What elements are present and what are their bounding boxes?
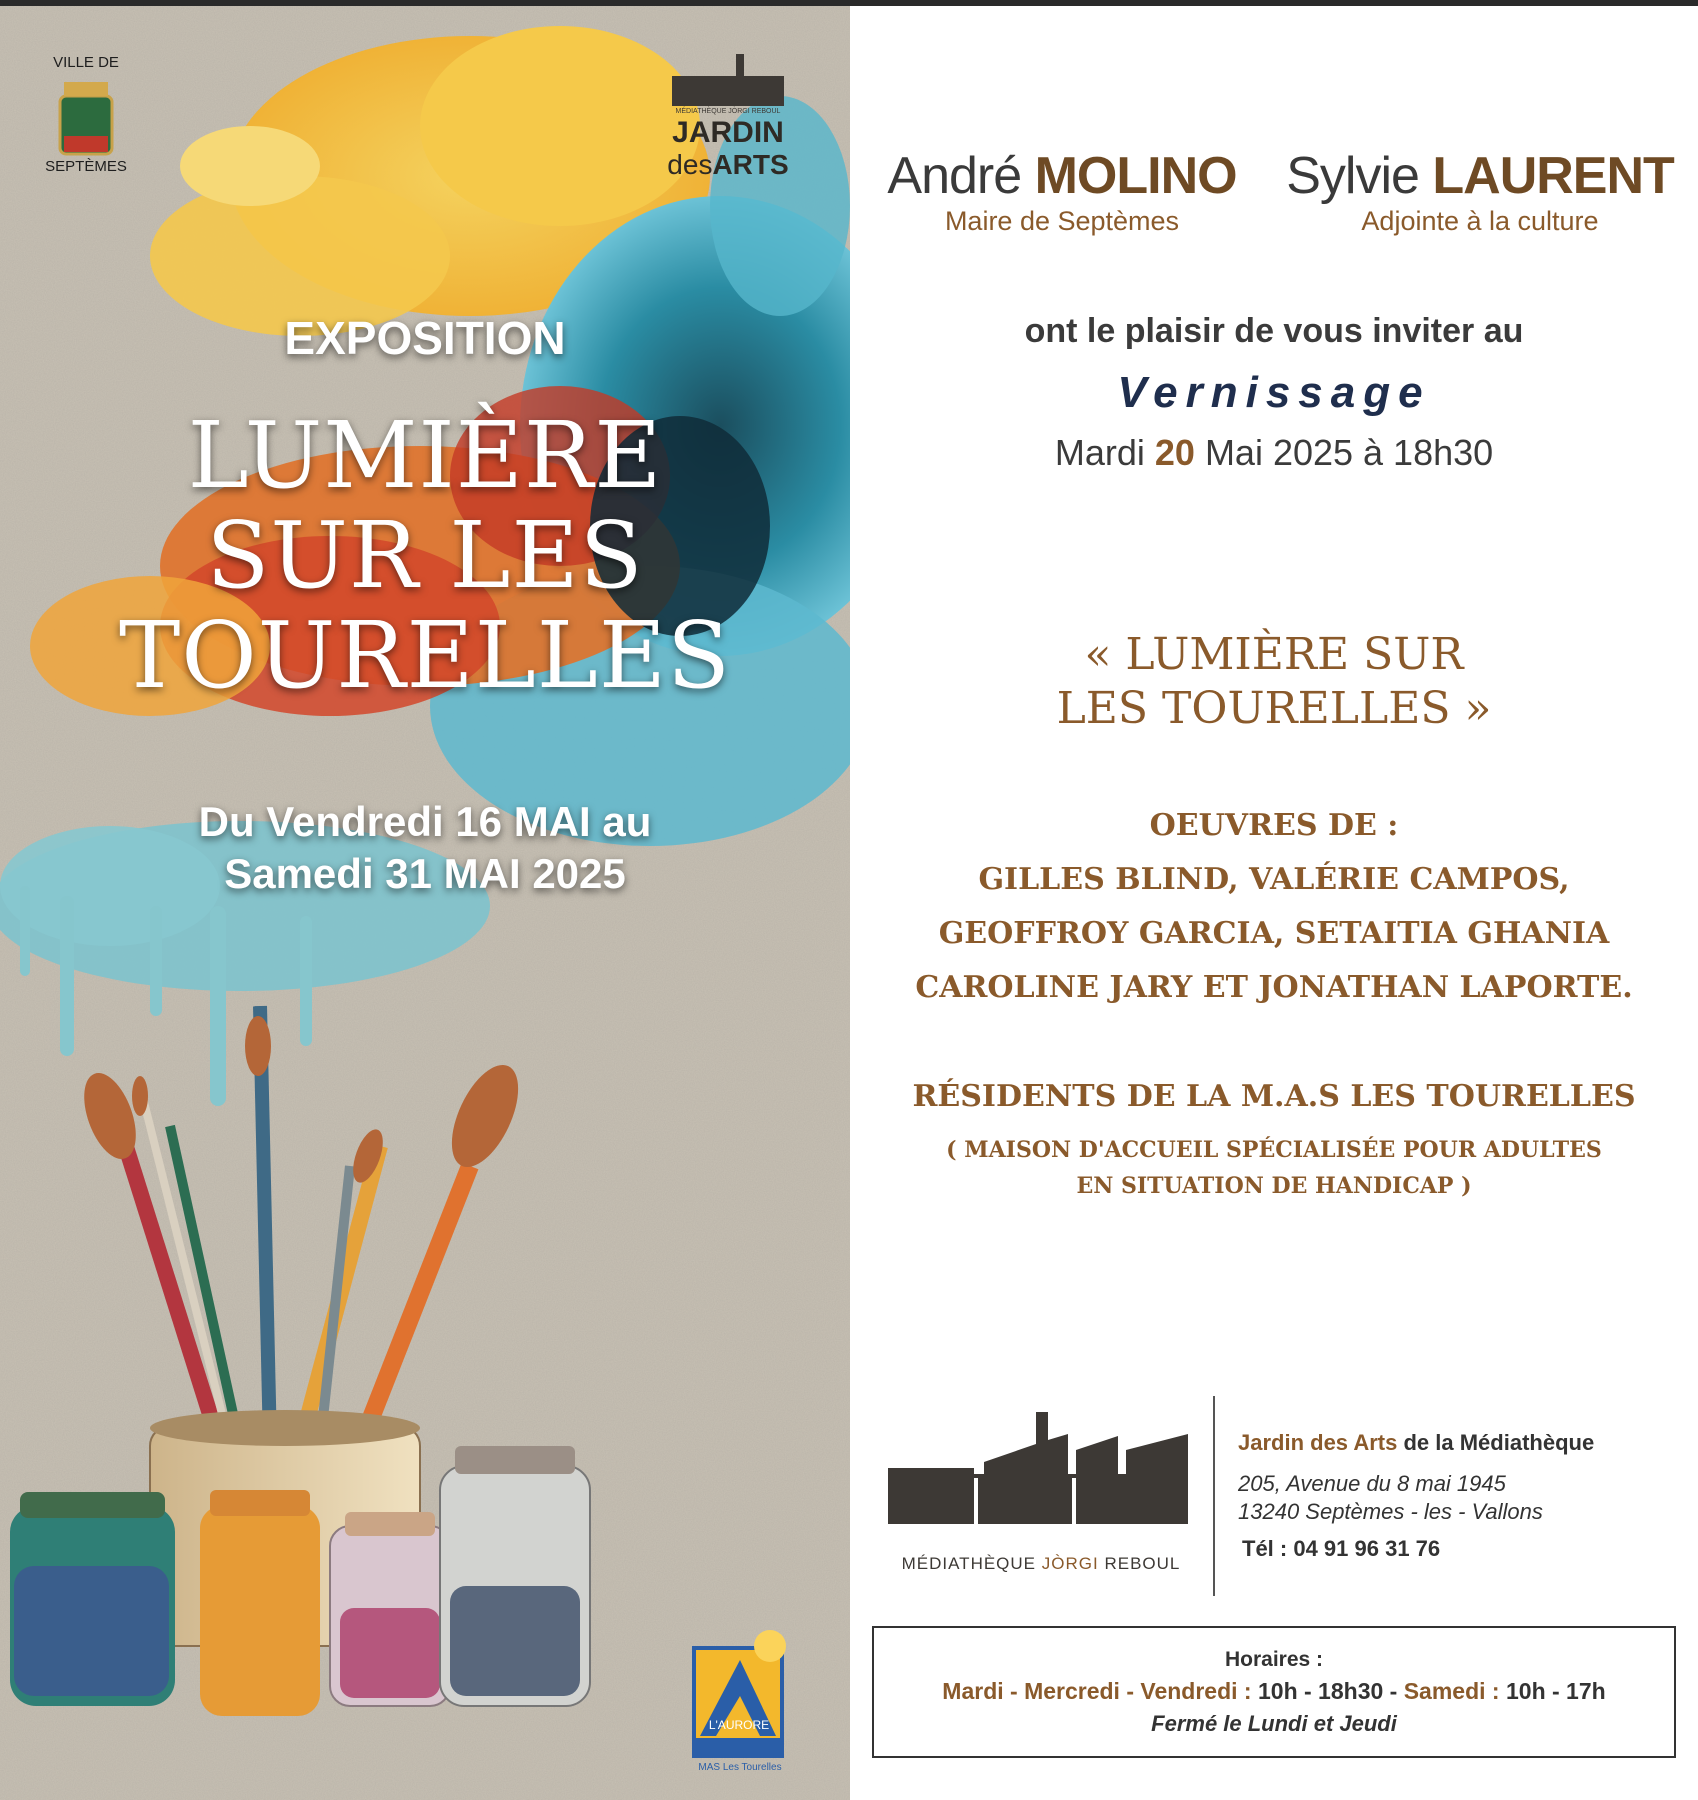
host-1-last: MOLINO <box>1034 147 1237 205</box>
host-2-name <box>1280 146 1680 206</box>
venue-name-bold: Jardin des Arts <box>1238 1430 1398 1455</box>
venue-address-line-1: 205, Avenue du 8 mai 1945 <box>1238 1471 1506 1496</box>
artists-block <box>850 799 1698 1015</box>
residents-line: RÉSIDENTS DE LA M.A.S LES TOURELLES <box>912 1079 1636 1114</box>
host-2 <box>1280 146 1680 237</box>
aurore-logo-name: L'AURORE <box>708 1718 770 1732</box>
poster-title-line-3: TOURELLES <box>118 602 732 709</box>
hours-days-1: Mardi - Mercredi - Vendredi : <box>942 1678 1252 1704</box>
logo-caption-c: REBOUL <box>1104 1554 1181 1573</box>
mediatheque-logo-caption <box>888 1554 1194 1574</box>
opening-hours <box>872 1626 1676 1758</box>
exhibition-title <box>850 628 1698 736</box>
exhibition-poster <box>0 6 850 1800</box>
exposition-heading: EXPOSITION <box>284 312 566 364</box>
host-1-first: André <box>887 147 1022 205</box>
hours-time-1: 10h - 18h30 - <box>1257 1678 1398 1704</box>
artists-line-3: CAROLINE JARY ET JONATHAN LAPORTE. <box>915 970 1633 1005</box>
host-1-role: Maire de Septèmes <box>944 206 1180 236</box>
venue-name-rest: de la Médiathèque <box>1403 1430 1595 1455</box>
aurore-logo-sub: MAS Les Tourelles <box>698 1762 782 1773</box>
poster-title-line-1: LUMIÈRE <box>187 402 663 509</box>
vernissage-title: Vernissage <box>1117 368 1431 417</box>
town-logo-top: VILLE DE <box>53 54 119 71</box>
host-2-first: Sylvie <box>1286 147 1419 205</box>
jardin-logo-line1: JARDIN <box>672 116 784 149</box>
jardin-logo-line2 <box>660 150 796 180</box>
vernissage-date-day: 20 <box>1154 432 1195 473</box>
residents-note <box>850 1132 1698 1204</box>
residents-note-line-1: ( MAISON D'ACCUEIL SPÉCIALISÉE POUR ADULTES <box>946 1137 1602 1163</box>
vernissage-date-post: Mai 2025 à 18h30 <box>1204 432 1494 473</box>
mediatheque-logo <box>888 1412 1194 1552</box>
hours-days-2: Samedi : <box>1403 1678 1500 1704</box>
host-1 <box>872 146 1252 237</box>
artists-line-1: GILLES BLIND, VALÉRIE CAMPOS, <box>978 862 1570 897</box>
works-label: OEUVRES DE : <box>1149 808 1399 843</box>
jardin-logo-arts: ARTS <box>712 149 789 180</box>
jardin-logo-des: des <box>667 149 713 180</box>
poster-artwork <box>0 6 850 1800</box>
jardin-logo-small: MÉDIATHÈQUE JÒRGI REBOUL <box>675 108 781 115</box>
venue-name <box>1238 1430 1688 1456</box>
venue-address <box>1238 1470 1688 1526</box>
host-1-name <box>872 146 1252 206</box>
hours-line <box>874 1678 1674 1705</box>
hours-time-2: 10h - 17h <box>1505 1678 1606 1704</box>
host-2-role: Adjointe à la culture <box>1361 206 1599 236</box>
invitation-panel <box>850 6 1698 1800</box>
venue-address-line-2: 13240 Septèmes - les - Vallons <box>1238 1499 1543 1524</box>
poster-date-line-1: Du Vendredi 16 MAI au <box>198 798 652 845</box>
town-logo-bottom: SEPTÈMES <box>45 158 127 175</box>
host-2-last: LAURENT <box>1432 147 1674 205</box>
venue-phone: Tél : 04 91 96 31 76 <box>1242 1536 1441 1561</box>
exhibition-title-line-2: LES TOURELLES » <box>1056 683 1492 734</box>
poster-date-line-2: Samedi 31 MAI 2025 <box>224 850 626 897</box>
venue-divider <box>1213 1396 1215 1596</box>
hours-label: Horaires : <box>1224 1648 1324 1671</box>
poster-dates <box>0 796 850 900</box>
vernissage-date <box>850 432 1698 474</box>
exhibition-title-line-1: « LUMIÈRE SUR <box>1084 629 1464 680</box>
poster-title-line-2: SUR LES <box>206 502 644 609</box>
artists-line-2: GEOFFROY GARCIA, SETAITIA GHANIA <box>938 916 1610 951</box>
vernissage-date-pre: Mardi <box>1054 432 1145 473</box>
hours-closed: Fermé le Lundi et Jeudi <box>1151 1711 1397 1736</box>
invitation-line: ont le plaisir de vous inviter au <box>1024 312 1524 350</box>
logo-caption-b: JÒRGI <box>1041 1554 1099 1573</box>
poster-title <box>0 402 850 709</box>
residents-note-line-2: EN SITUATION DE HANDICAP ) <box>1076 1173 1472 1199</box>
logo-caption-a: MÉDIATHÈQUE <box>901 1554 1037 1573</box>
